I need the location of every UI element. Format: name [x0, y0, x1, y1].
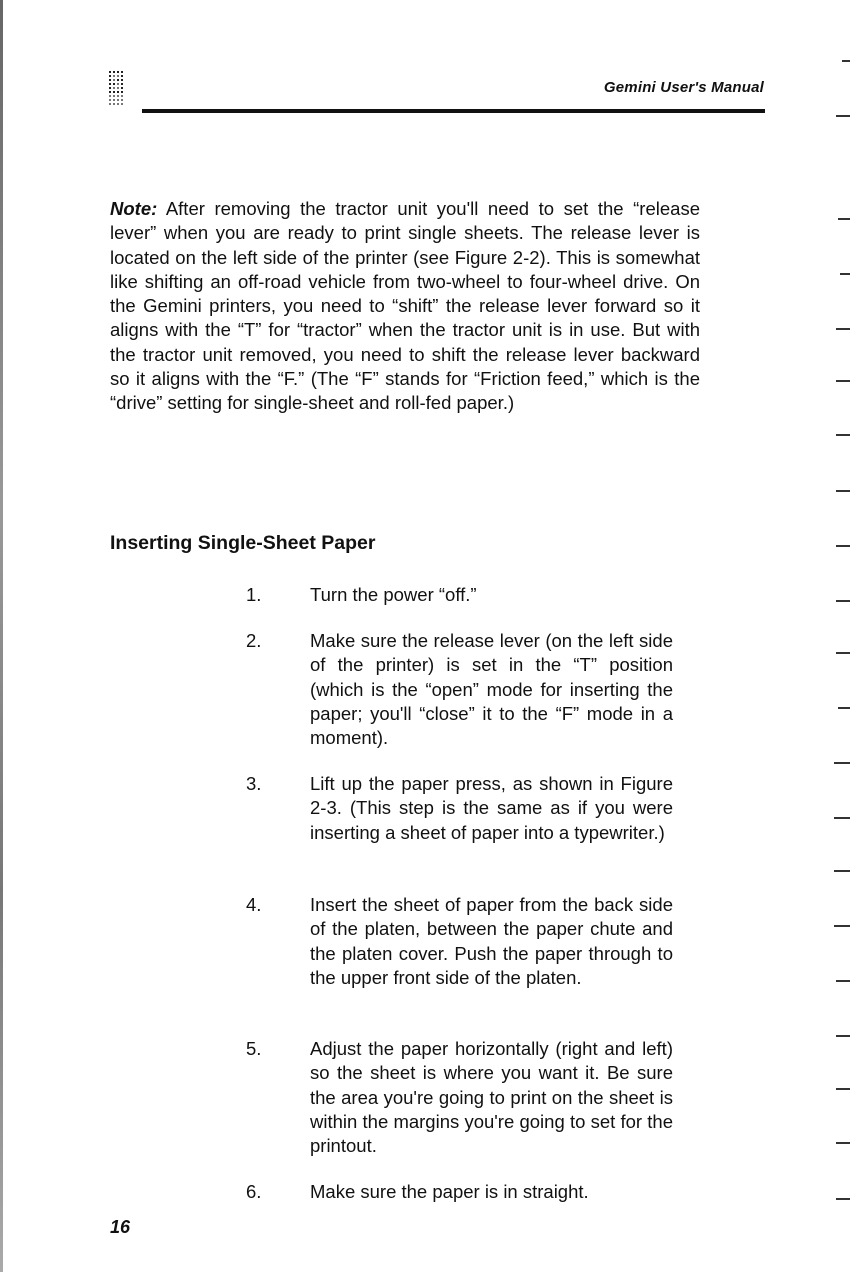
running-header-title: Gemini User's Manual	[603, 79, 764, 96]
gemini-logo-icon	[108, 70, 124, 110]
margin-tick	[836, 490, 850, 492]
margin-tick	[836, 1088, 850, 1090]
header-rule	[142, 109, 765, 113]
margin-tick	[836, 434, 850, 436]
margin-tick	[836, 980, 850, 982]
margin-tick	[836, 115, 850, 117]
step-number: 4.	[246, 894, 262, 915]
margin-tick	[836, 1198, 850, 1200]
step-number: 6.	[246, 1181, 262, 1202]
step-text: Insert the sheet of paper from the back side of the platen, between the paper chute and the platen cover. Push the paper through to the upper front side of the platen.	[310, 894, 673, 988]
step-number: 3.	[246, 773, 262, 794]
step-text: Make sure the paper is in straight.	[310, 1181, 589, 1202]
margin-tick	[842, 60, 850, 62]
margin-tick	[834, 925, 850, 927]
margin-tick	[834, 762, 850, 764]
step-text: Lift up the paper press, as shown in Figure 2-3. (This step is the same as if you were inserting a sheet of paper into a typewriter.)	[310, 773, 673, 843]
note-label: Note:	[110, 198, 158, 219]
margin-tick	[834, 870, 850, 872]
margin-tick-marks	[828, 40, 850, 1260]
step-text: Make sure the release lever (on the left side of the printer) is set in the “T” position (which is the “open” mode for inserting the paper; you'll “close” it to the “F” mode in a moment).	[310, 630, 673, 749]
margin-tick	[836, 380, 850, 382]
margin-tick	[836, 545, 850, 547]
step-number: 1.	[246, 584, 262, 605]
note-text: After removing the tractor unit you'll need to set the “release lever” when you are ready to print single sheets. The release lever is located on the left side of the printer (see Figure 2-2). This is somewhat like shifting an off-road vehicle from two-wheel to four-wheel drive. On the Gemini printers, you need to “shift” the release lever forward so it aligns with the “T” for “tractor” when the tractor unit is in use. But with the tractor unit removed, you need to shift the release lever backward so it aligns with the “F.” (The “F” stands for “Friction feed,” which is the “drive” setting for single-sheet and roll-fed paper.)	[110, 198, 700, 414]
margin-tick	[834, 817, 850, 819]
section-heading: Inserting Single-Sheet Paper	[110, 532, 376, 554]
margin-tick	[836, 652, 850, 654]
note-paragraph	[110, 197, 700, 416]
margin-tick	[838, 707, 850, 709]
scan-edge-left	[0, 0, 3, 1272]
margin-tick	[836, 1142, 850, 1144]
margin-tick	[836, 328, 850, 330]
margin-tick	[840, 273, 850, 275]
margin-tick	[838, 218, 850, 220]
margin-tick	[836, 600, 850, 602]
step-number: 5.	[246, 1038, 262, 1059]
step-number: 2.	[246, 630, 262, 651]
step-text: Adjust the paper horizontally (right and left) so the sheet is where you want it. Be sure the area you're going to print on the sheet is within the margins you're going to set for the printout.	[310, 1038, 673, 1157]
step-text: Turn the power “off.”	[310, 584, 477, 605]
margin-tick	[836, 1035, 850, 1037]
page-number: 16	[110, 1217, 131, 1237]
